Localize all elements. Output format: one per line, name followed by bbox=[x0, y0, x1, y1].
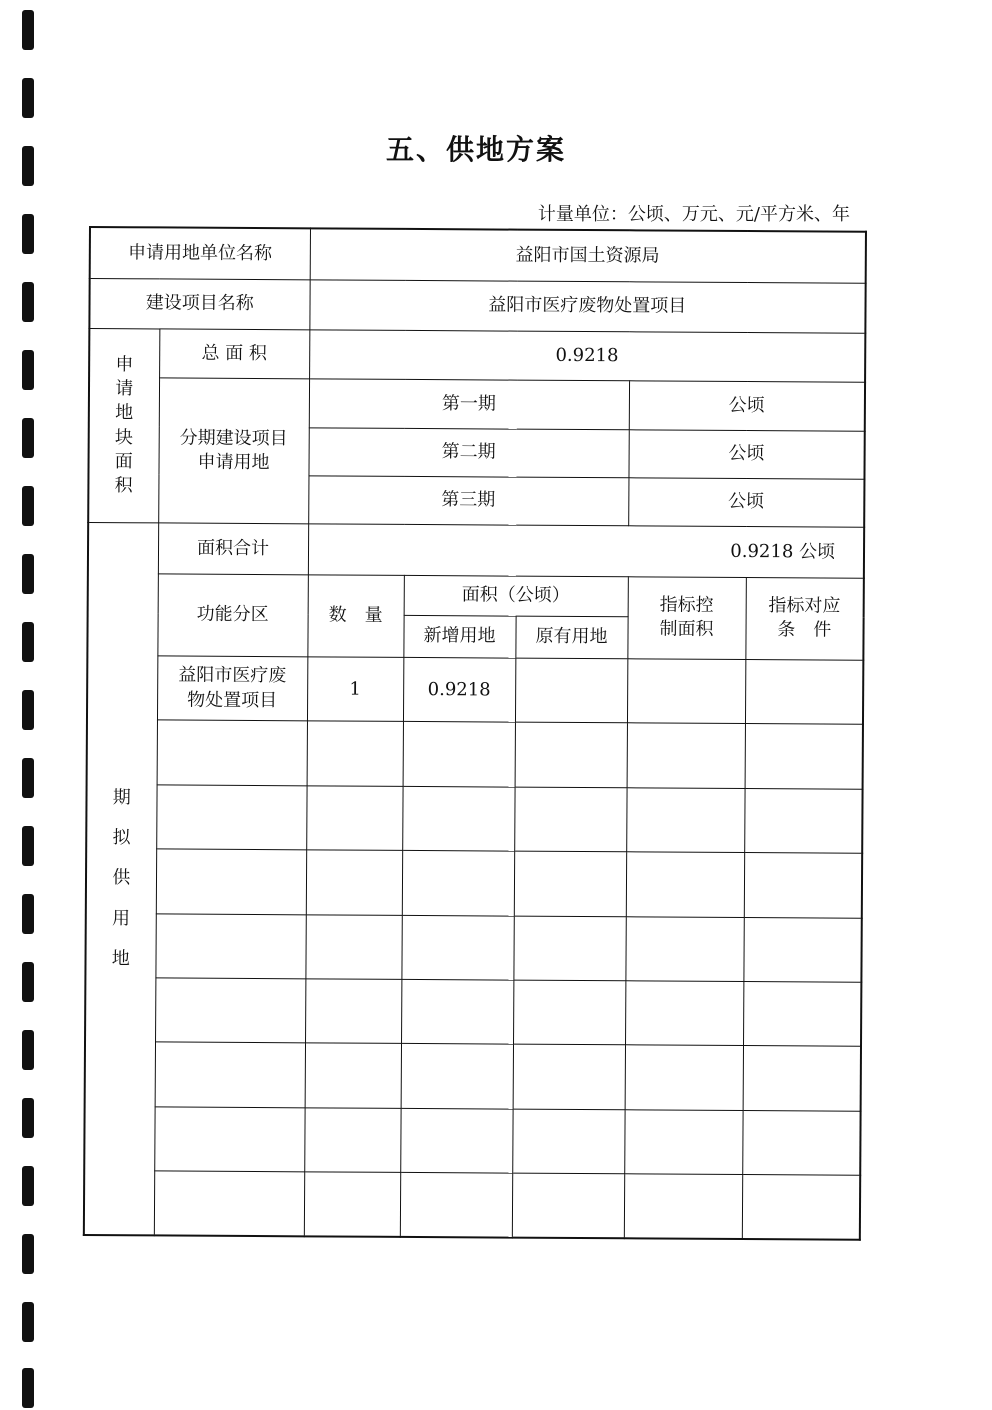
header-area-group: 面积（公顷） bbox=[404, 575, 628, 617]
empty-row bbox=[87, 720, 863, 789]
row-existing-land bbox=[515, 658, 627, 723]
table-row bbox=[87, 655, 863, 724]
phase-name: 第三期 bbox=[308, 476, 628, 526]
area-sum-value: 0.9218 公顷 bbox=[308, 524, 864, 578]
row-quantity: 1 bbox=[307, 657, 403, 722]
binding-holes bbox=[22, 0, 36, 1410]
empty-row bbox=[85, 977, 861, 1046]
header-condition: 指标对应 条 件 bbox=[745, 577, 864, 660]
row-new-land: 0.9218 bbox=[403, 657, 515, 722]
header-control: 指标控 制面积 bbox=[627, 576, 746, 659]
row-control bbox=[627, 659, 745, 724]
total-area-value: 0.9218 bbox=[309, 330, 865, 383]
area-sum-label: 面积合计 bbox=[158, 523, 308, 574]
project-value: 益阳市医疗废物处置项目 bbox=[309, 280, 865, 334]
empty-row bbox=[86, 849, 862, 918]
empty-row bbox=[84, 1170, 860, 1239]
empty-row bbox=[84, 1106, 860, 1175]
total-area-label: 总 面 积 bbox=[159, 329, 309, 379]
phase-name: 第二期 bbox=[308, 428, 628, 478]
project-label: 建设项目名称 bbox=[89, 278, 309, 330]
empty-row bbox=[85, 913, 861, 982]
phase-unit: 公顷 bbox=[628, 429, 864, 479]
land-supply-table bbox=[83, 226, 867, 1241]
phased-label: 分期建设项目 申请用地 bbox=[158, 378, 309, 524]
header-new-land: 新增用地 bbox=[403, 615, 515, 658]
page-title: 五、供地方案 bbox=[385, 133, 566, 166]
applicant-value: 益阳市国土资源局 bbox=[310, 228, 866, 283]
supply-section-label: 期 拟 供 用 地 bbox=[84, 523, 158, 1236]
header-zone: 功能分区 bbox=[157, 573, 308, 656]
phase-unit: 公顷 bbox=[629, 381, 865, 431]
applicant-label: 申请用地单位名称 bbox=[90, 227, 310, 280]
area-section-label: 申 请 地 块 面 积 bbox=[88, 329, 159, 524]
unit-note: 计量单位：公顷、万元、元/平方米、年 bbox=[537, 204, 850, 225]
row-zone: 益阳市医疗废 物处置项目 bbox=[157, 656, 307, 721]
phase-name: 第一期 bbox=[309, 379, 629, 429]
empty-row bbox=[85, 1042, 861, 1111]
row-condition bbox=[745, 660, 863, 725]
header-existing-land: 原有用地 bbox=[515, 616, 627, 659]
header-quantity: 数 量 bbox=[307, 574, 404, 657]
empty-row bbox=[86, 784, 862, 853]
phase-unit: 公顷 bbox=[628, 478, 864, 528]
